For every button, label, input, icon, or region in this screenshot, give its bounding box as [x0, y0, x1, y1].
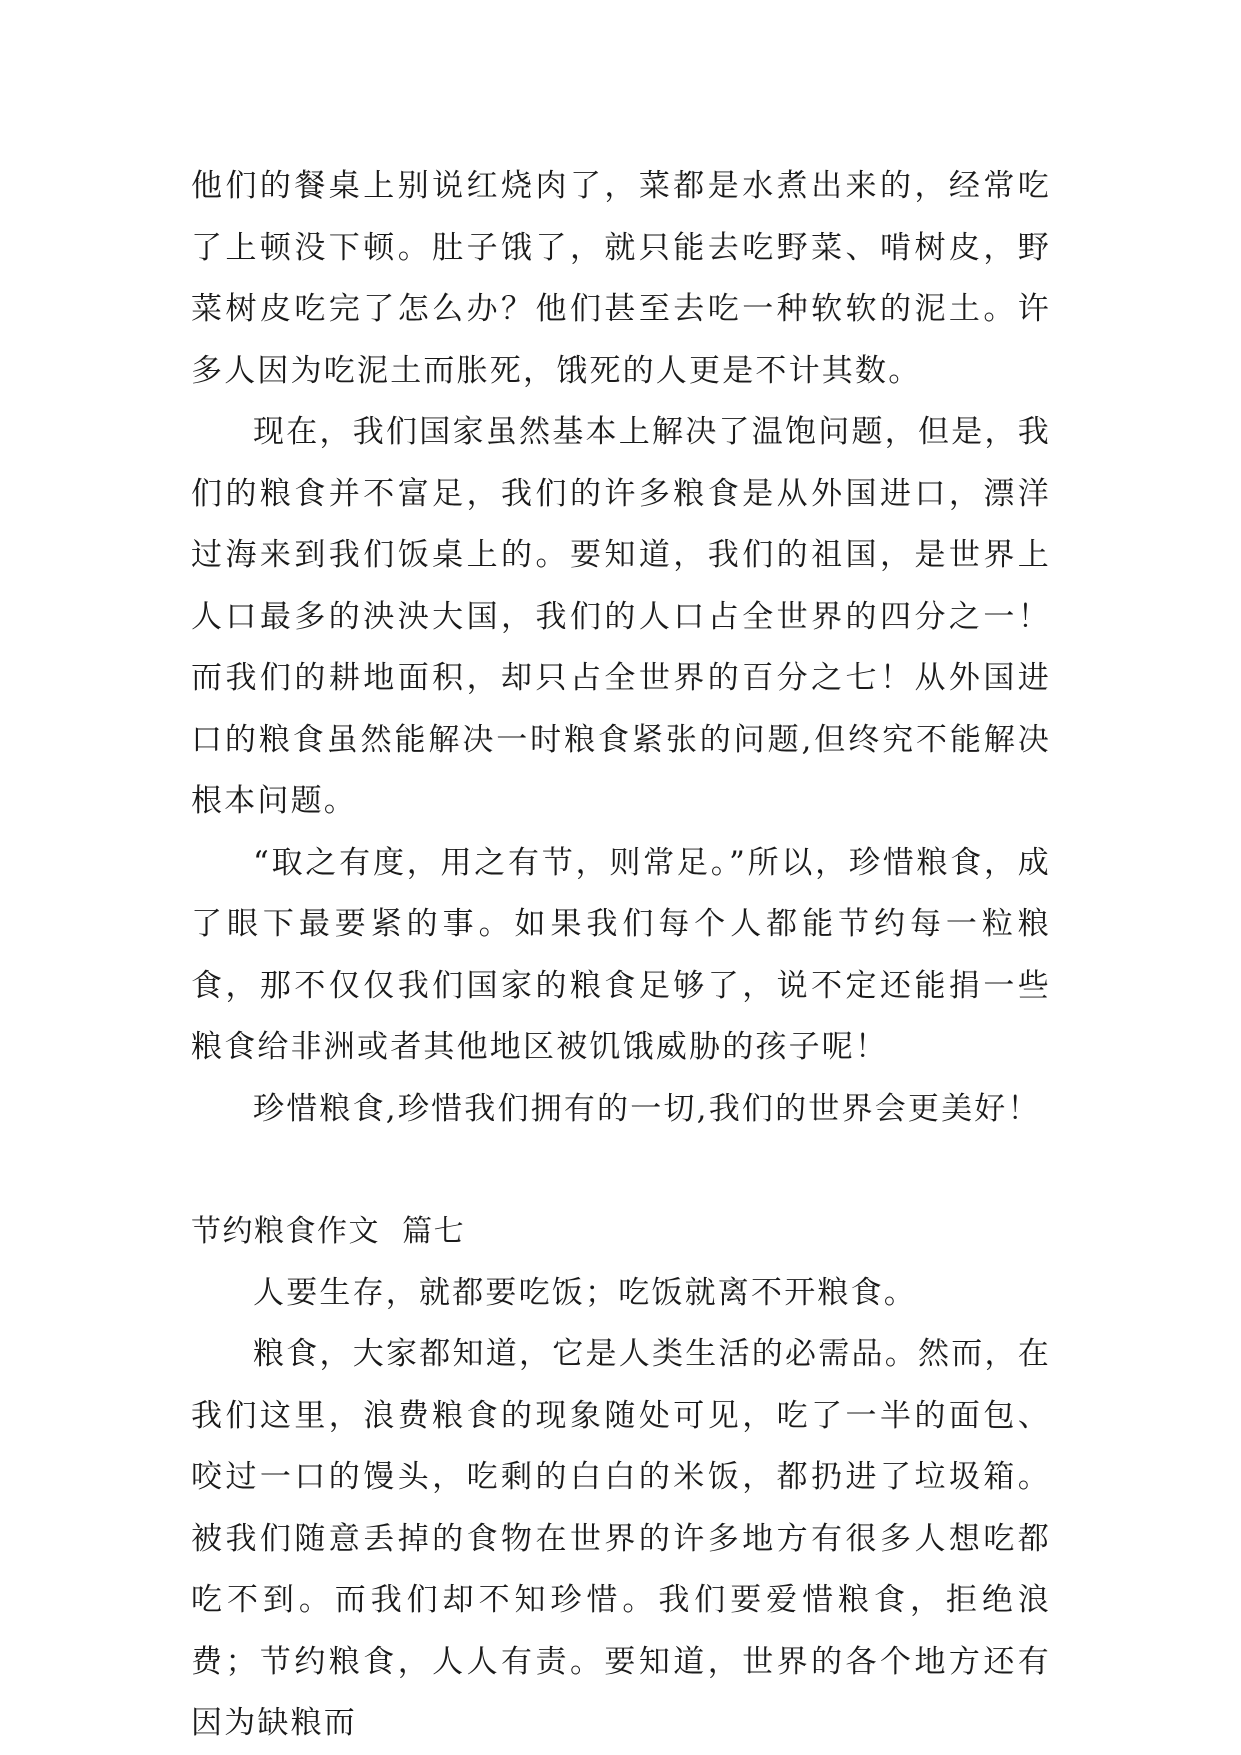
document-body — [191, 156, 1051, 1755]
paragraph-6: 粮食，大家都知道，它是人类生活的必需品。然而，在我们这里，浪费粮食的现象随处可见，吃了一半的面包、咬过一口的馒头，吃剩的白白的米饭，都扔进了垃圾箱。被我们随意丢掉的食物在世界的许多地方有很多人想吃都吃不到。而我们却不知珍惜。我们要爱惜粮食，拒绝浪费；节约粮食，人人有责。要知道，世界的各个地方还有因为缺粮而 — [191, 1336, 1051, 1741]
paragraph-1: 他们的餐桌上别说红烧肉了，菜都是水煮出来的，经常吃了上顿没下顿。肚子饿了，就只能去吃野菜、啃树皮，野菜树皮吃完了怎么办？他们甚至去吃一种软软的泥土。许多人因为吃泥土而胀死，饿死的人更是不计其数。 — [191, 168, 1051, 389]
section-heading: 节约粮食作文 篇七 — [191, 1214, 466, 1249]
paragraph-2: 现在，我们国家虽然基本上解决了温饱问题，但是，我们的粮食并不富足，我们的许多粮食是从外国进口，漂洋过海来到我们饭桌上的。要知道，我们的祖国，是世界上人口最多的泱泱大国，我们的人口占全世界的四分之一！而我们的耕地面积，却只占全世界的百分之七！从外国进口的粮食虽然能解决一时粮食紧张的问题,但终究不能解决根本问题。 — [191, 414, 1051, 819]
paragraph-4: 珍惜粮食,珍惜我们拥有的一切,我们的世界会更美好！ — [253, 1090, 1041, 1127]
paragraph-5: 人要生存，就都要吃饭；吃饭就离不开粮食。 — [253, 1274, 917, 1311]
paragraph-3: “取之有度，用之有节，则常足。”所以，珍惜粮食，成了眼下最要紧的事。如果我们每个人都能节约每一粒粮食，那不仅仅我们国家的粮食足够了，说不定还能捐一些粮食给非洲或者其他地区被饥饿威胁的孩子呢！ — [191, 844, 1051, 1065]
